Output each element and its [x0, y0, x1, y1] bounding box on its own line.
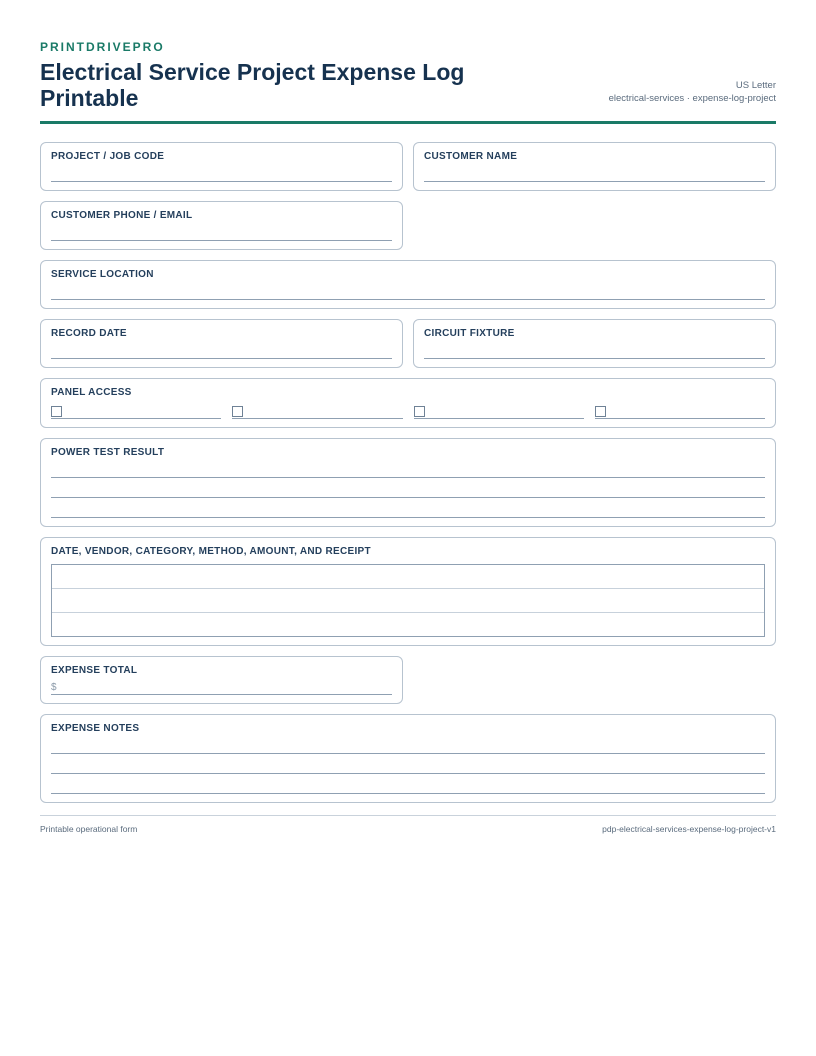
customer-contact-input-line[interactable]: [51, 221, 392, 241]
service-location-input-line[interactable]: [51, 280, 765, 300]
customer-name-field: [413, 142, 776, 191]
expense-notes-label: EXPENSE NOTES: [51, 723, 140, 734]
checkbox[interactable]: [51, 406, 62, 417]
header-rule: [40, 121, 776, 124]
power-test-result-line[interactable]: [51, 498, 765, 518]
expense-table-section: [40, 537, 776, 646]
record-date-input-line[interactable]: [51, 339, 392, 359]
project-code-input-line[interactable]: [51, 162, 392, 182]
record-date-field: [40, 319, 403, 368]
service-location-label: SERVICE LOCATION: [51, 269, 154, 280]
expense-table-label: DATE, VENDOR, CATEGORY, METHOD, AMOUNT, AND RECEIPT: [51, 546, 371, 557]
expense-total-field: [40, 656, 403, 704]
expense-notes-line[interactable]: [51, 774, 765, 794]
expense-total-input-line[interactable]: [51, 676, 392, 695]
footer-divider: [40, 815, 776, 816]
expense-notes-line[interactable]: [51, 754, 765, 774]
power-test-result-line[interactable]: [51, 478, 765, 498]
power-test-result-line[interactable]: [51, 458, 765, 478]
circuit-fixture-field: [413, 319, 776, 368]
panel-access-option: [51, 403, 221, 419]
panel-access-option: [595, 403, 765, 419]
circuit-fixture-input-line[interactable]: [424, 339, 765, 359]
footer: [40, 824, 776, 834]
power-test-result-label: POWER TEST RESULT: [51, 447, 165, 458]
brand-name: PRINTDRIVEPRO: [40, 40, 165, 54]
footer-left-text: Printable operational form: [40, 824, 138, 834]
panel-access-option: [232, 403, 402, 419]
form-page: [40, 40, 776, 834]
table-row[interactable]: [52, 565, 764, 589]
table-row[interactable]: [52, 613, 764, 636]
page-title: Electrical Service Project Expense Log Printable: [40, 59, 465, 111]
panel-access-label: PANEL ACCESS: [51, 387, 132, 398]
project-code-field: [40, 142, 403, 191]
service-location-field: [40, 260, 776, 309]
document-path: electrical-services · expense-log-project: [608, 93, 776, 104]
document-meta: [609, 79, 776, 111]
checkbox[interactable]: [232, 406, 243, 417]
customer-contact-label: CUSTOMER PHONE / EMAIL: [51, 210, 193, 221]
checkbox[interactable]: [414, 406, 425, 417]
project-code-label: PROJECT / JOB CODE: [51, 151, 165, 162]
panel-access-options: [51, 403, 765, 419]
circuit-fixture-label: CIRCUIT FIXTURE: [424, 328, 515, 339]
customer-name-label: CUSTOMER NAME: [424, 151, 518, 162]
paper-size: US Letter: [735, 80, 776, 91]
checkbox[interactable]: [595, 406, 606, 417]
customer-name-input-line[interactable]: [424, 162, 765, 182]
customer-contact-field: [40, 201, 403, 250]
power-test-result-field: [40, 438, 776, 527]
currency-symbol: $: [51, 682, 57, 693]
panel-access-field: [40, 378, 776, 428]
expense-notes-field: [40, 714, 776, 803]
expense-total-label: EXPENSE TOTAL: [51, 665, 138, 676]
expense-table: [51, 564, 765, 637]
footer-form-id: pdp-electrical-services-expense-log-project-v1: [602, 824, 776, 834]
panel-access-option: [414, 403, 584, 419]
expense-notes-line[interactable]: [51, 734, 765, 754]
table-row[interactable]: [52, 589, 764, 613]
header: [40, 59, 776, 111]
record-date-label: RECORD DATE: [51, 328, 127, 339]
